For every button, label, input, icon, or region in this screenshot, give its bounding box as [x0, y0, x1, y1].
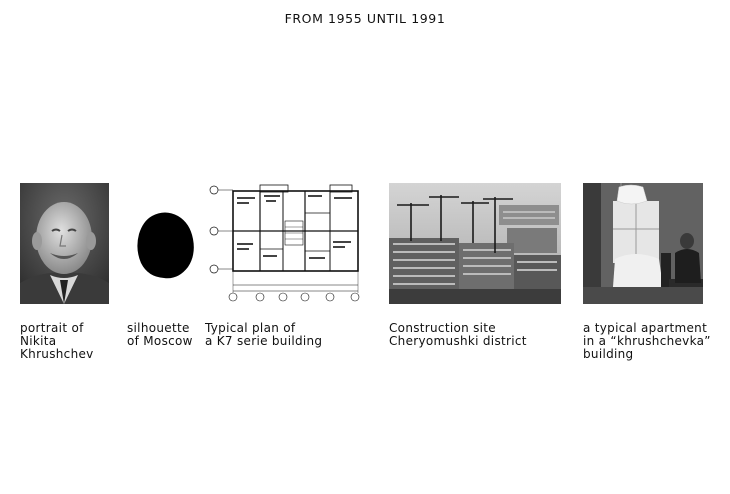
caption-portrait: portrait of Nikita Khrushchev	[20, 321, 94, 361]
k7-floor-plan-image	[205, 183, 365, 304]
portrait-image	[20, 183, 109, 304]
caption-silhouette: silhouette of Moscow	[127, 321, 193, 348]
caption-construction-site: Construction site Cheryomushki district	[389, 321, 527, 348]
page-title: FROM 1955 UNTIL 1991	[284, 11, 446, 26]
construction-site-image	[389, 183, 561, 304]
caption-floor-plan: Typical plan of a K7 serie building	[205, 321, 323, 348]
moscow-silhouette-image	[130, 183, 200, 304]
apartment-interior-image	[583, 183, 703, 304]
caption-apartment: a typical apartment in a “khrushchevka” building	[583, 321, 711, 361]
